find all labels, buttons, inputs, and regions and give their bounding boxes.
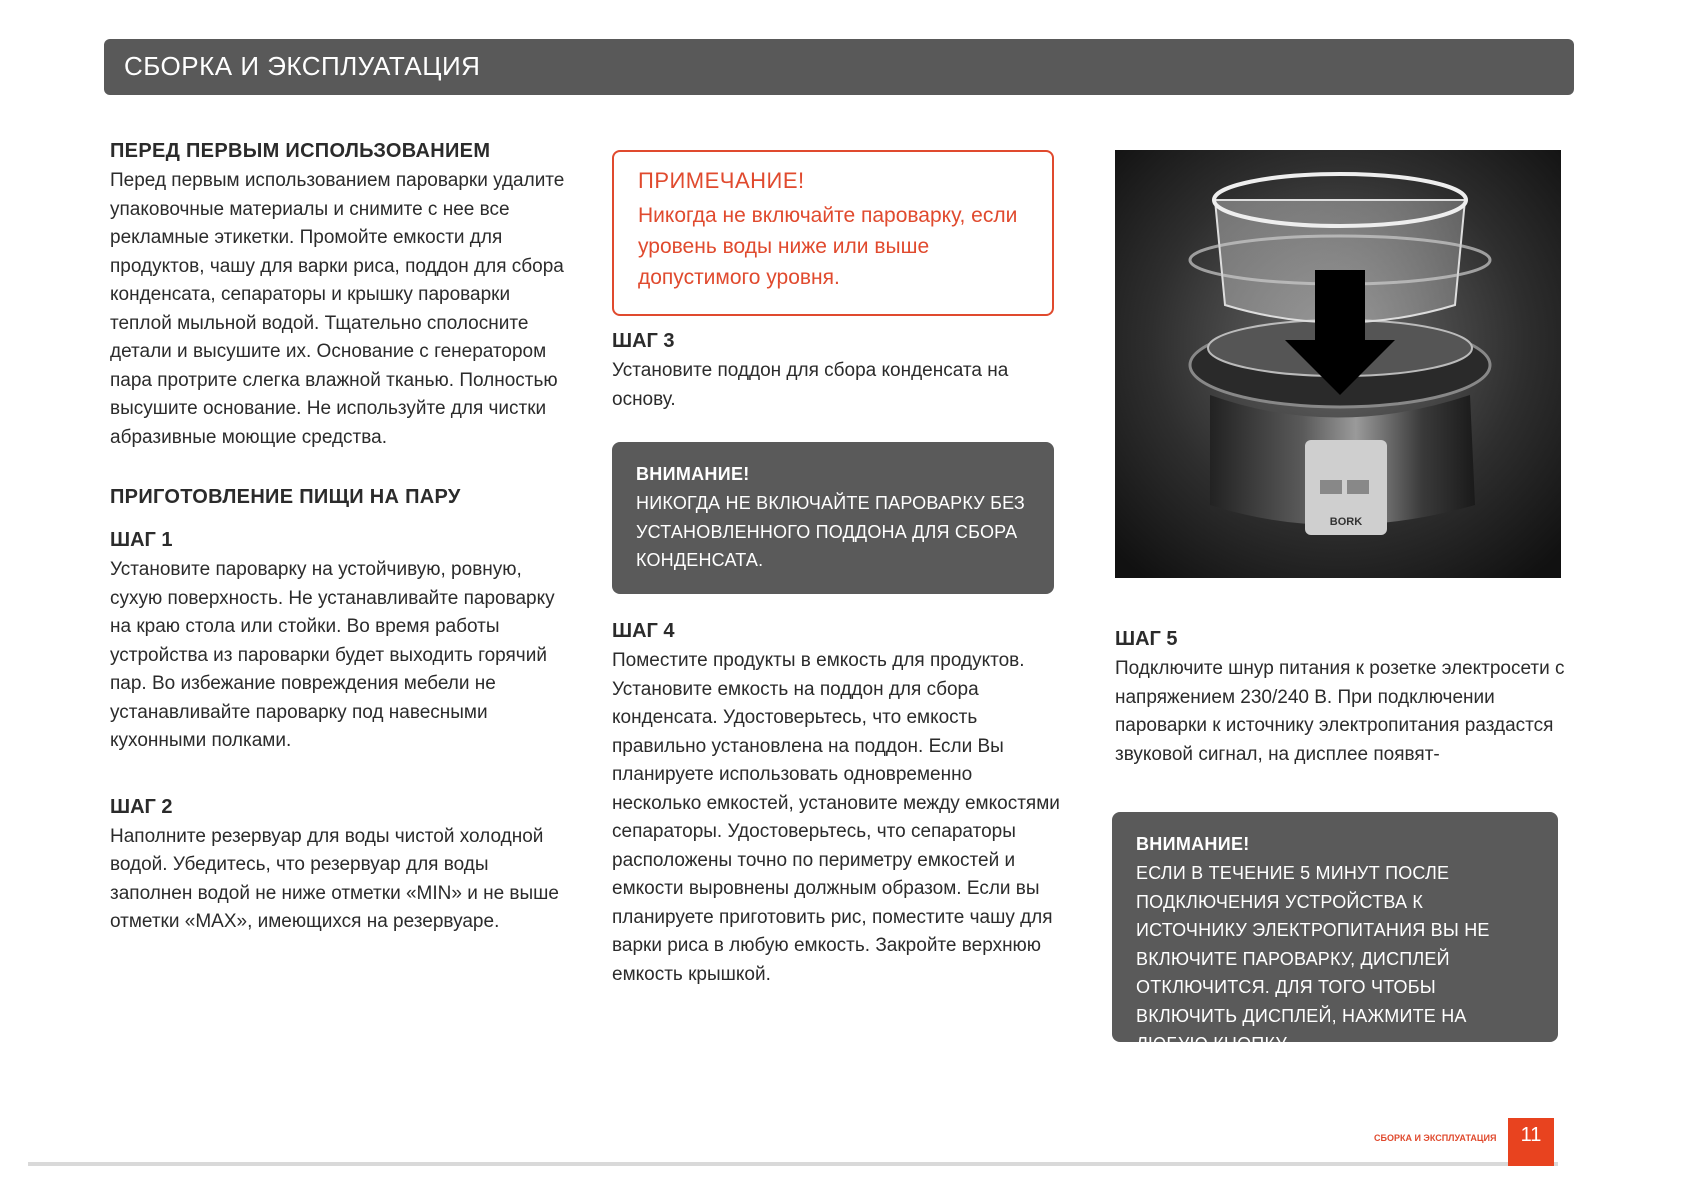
note-box [612,150,1054,316]
warning-box [612,442,1054,594]
before-first-use-title: ПЕРЕД ПЕРВЫМ ИСПОЛЬЗОВАНИЕМ [110,140,491,162]
header-bar [104,39,1574,95]
warning-title: ВНИМАНИЕ! [636,464,750,484]
note-text: Никогда не включайте пароварку, если уровень воды ниже или выше допустимого уровня. [638,204,1018,289]
display-icon [1347,480,1369,494]
note-title: ПРИМЕЧАНИЕ! [638,168,805,193]
step3-title: ШАГ 3 [612,330,675,352]
column-middle [612,150,1062,1010]
warning-text: ЕСЛИ В ТЕЧЕНИЕ 5 МИНУТ ПОСЛЕ ПОДКЛЮЧЕНИЯ УСТРОЙСТВА К ИСТОЧНИКУ ЭЛЕКТРОПИТАНИЯ ВЫ НЕ ВКЛЮЧИТЕ ПАРОВАРКУ, ДИСПЛЕЙ ОТКЛЮЧИТСЯ. ДЛЯ ТОГО ЧТОБЫ ВКЛЮЧИТЬ ДИСПЛЕЙ, НАЖМИТЕ НА ЛЮБУЮ КНОПКУ [1136,863,1490,1054]
steamer-photo [1115,150,1561,578]
brand-logo: BORK [1329,516,1363,528]
step3-block [612,330,1062,414]
step1-title: ШАГ 1 [110,529,173,551]
column-left [110,140,570,937]
page-title: СБОРКА И ЭКСПЛУАТАЦИЯ [124,51,481,81]
page-number: 11 [1508,1118,1554,1166]
step3-text: Установите поддон для сбора конденсата на основу. [612,360,1009,410]
step5-title: ШАГ 5 [1115,628,1178,650]
before-first-use-text: Перед первым использованием пароварки удалите упаковочные материалы и снимите с нее все рекламные этикетки. Промойте емкости для продуктов, чашу для варки риса, поддон для сбора конденсата, сепараторы и крышку пароварки теплой мыльной водой. Тщательно сполосните детали и высушите их. Основание с генератором пара протрите слегка влажной тканью. Полностью высушите основание. Не используйте для чистки абразивные моющие средства. [110,170,565,448]
steamer-illustration [1115,150,1561,578]
warning-title: ВНИМАНИЕ! [1136,834,1250,854]
step4-block [612,620,1062,989]
warning-box-step5 [1112,812,1558,1054]
step4-title: ШАГ 4 [612,620,675,642]
warning-text: НИКОГДА НЕ ВКЛЮЧАЙТЕ ПАРОВАРКУ БЕЗ УСТАНОВЛЕННОГО ПОДДОНА ДЛЯ СБОРА КОНДЕНСАТА. [636,493,1025,570]
step2-text: Наполните резервуар для воды чистой холодной водой. Убедитесь, что резервуар для воды заполнен водой не ниже отметки «MIN» и не выше отметки «MAX», имеющихся на резервуаре. [110,825,559,932]
steam-cooking-title: ПРИГОТОВЛЕНИЕ ПИЩИ НА ПАРУ [110,486,461,508]
footer-section-label: СБОРКА И ЭКСПЛУАТАЦИЯ [1374,1133,1497,1143]
step4-text: Поместите продукты в емкость для продуктов. Установите емкость на поддон для сбора конденсата. Удостоверьтесь, что емкость правильно установлена на поддон. Если Вы планируете использовать одновременно несколько емкостей, установите между емкостями сепараторы. Удостоверьтесь, что сепараторы расположены точно по периметру емкостей и емкости выровнены должным образом. Если вы планируете приготовить рис, поместите чашу для варки риса в любую емкость. Закройте верхнюю емкость крышкой. [612,650,1060,985]
step5-block [1115,628,1565,769]
step2-title: ШАГ 2 [110,795,173,818]
footer-divider [28,1162,1558,1166]
step5-text: Подключите шнур питания к розетке электросети с напряжением 230/240 В. При подключении пароварки к источнику электропитания раздастся звуковой сигнал, на дисплее появят- [1115,658,1565,765]
step1-text: Установите пароварку на устойчивую, ровную, сухую поверхность. Не устанавливайте пароварку на краю стола или стойки. Во время работы устройства из пароварки будет выходить горячий пар. Во избежание повреждения мебели не устанавливайте пароварку под навесными кухонными полками. [110,559,555,751]
display-icon [1320,480,1342,494]
